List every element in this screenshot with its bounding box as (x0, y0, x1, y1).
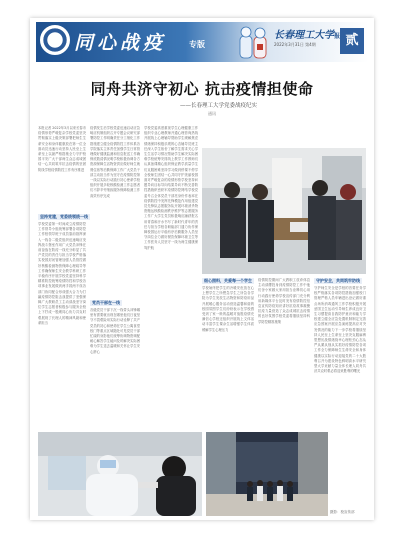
article-text-column-5: 疫情防控期间广大教职工放弃休息主动请缨投身到疫情防控工作中他们舍小家顾大家用担当诠释初心用行动践行使命学校宣传部门充分利用新媒体平台及时发布疫情防控信息宣传防疫知识讲好抗疫故事凝聚抗疫力量营造了众志成城抗击疫情的良好氛围学校党委将继续坚持科学防控精准施策 (258, 278, 310, 324)
article-text-column-2b: 各级党员干部下沉一线带头冲锋哪里有需要就出现在哪里他们日夜坚守不畏艰险用实际行动诠释了共产党员的初心和使命在学生公寓食堂校门等重点区域随处可见党员干部忙碌的身影他们统筹协调物资调配耐心解答学生疑问及时解决实际困难为学生送去温暖和关怀让学生安心舒心 (90, 308, 140, 354)
section-title: 同心战疫 (74, 32, 167, 54)
article-text-column-1: 本报记者 2022年3月以来长春市疫情形势严峻复杂学校党委坚决贯彻落实上级决策部署把师生生命安全和身体健康放在第一位全面动员迅速行动坚持人民至上生命至上以最严格措施全力守护校园平安广大干部师生众志成城团结一心共同筑牢抗击疫情的坚固防线学校疫情防控工作有序推进 (38, 126, 86, 172)
university-seal-icon (40, 25, 70, 55)
masthead-banner (36, 22, 368, 62)
section-head-1: 坚持党建，党委统领统一线 (40, 214, 88, 219)
photo-caption: 摄影：校宣传部 (330, 510, 355, 514)
medical-workers-illustration (236, 24, 272, 60)
article-text-column-1b: 学校党委第一时间成立疫情防控工作领导小组统筹部署各项防控工作校领导班子成员靠前指挥深入一线各二级党组织迅速响应发挥战斗堡垒作用广大党员冲锋在前奋战在防疫一线充分彰显了共产党员的责任与担当学校严格落实校园封闭管理加强人员管控做好核酸检测物资保障心理疏导等工作确保师生安全教学科研工作平稳有序开展学校党委坚持科学精准防控统筹疫情防控和学校各项事业发展做到两手抓两不误各部门协同配合形成强大合力为打赢疫情防控阻击战提供了坚强保障广大教职员工主动请战坚守岗位学生志愿者积极参与服务全校上下拧成一股绳同心协力共克时艰展现了长理人的精神风貌和使命担当 (38, 222, 86, 325)
section-tag: 专版 (189, 40, 205, 49)
issue-meta: 2022年3月31日 第4期 (274, 42, 316, 47)
section-head-2: 党员干部在一线 (92, 300, 120, 305)
page-number-badge: 贰 (340, 28, 364, 54)
newspaper-name: 长春理工大学报 (274, 30, 341, 41)
volunteers-photo (202, 148, 366, 274)
article-subheadline: ——长春理工大学党委战疫纪实 (180, 103, 258, 109)
section-head-3: 细心照料，关爱每一个学生 (204, 278, 252, 283)
article-byline: 通讯 (208, 111, 216, 116)
article-text-column-6: 守护师生安全是学校的首要任务学校严格落实各项防控措施加强校门管理严格人员车辆进出登记做好重点场所消毒通风工作学校积极开展爱国卫生运动引导师生养成良好卫生习惯提高自我防护意识和能力学校建立健全应急处置机制制定完善应急预案开展应急演练提高应对突发情况的能力下一步学校将继续坚持人民至上生命至上坚决克服麻痹思想厌战情绪侥幸心理松劲心态从严从紧从细从实抓好疫情防控各项工作全力保障师生生命安全和身体健康以实际行动迎接党的二十大胜利召开为建设特色鲜明高水平研究型大学贡献力量全体长理人同舟共济共克时艰必将迎来胜利的曙光 (314, 286, 366, 374)
article-text-column-3: 学校党委高度重视学生心理健康工作组织专业心理教师开通心理咨询热线开展线上心理辅导帮助学生缓解焦虑情绪保持积极乐观的心态辅导员班主任深入学生宿舍了解学生需求关心学生生活学习情况帮助学生解决实际困难学校统筹安排线上教学工作教师们认真备课精心组织保证教学质量学生们克服困难坚持学习做到停课不停学全校师生团结一心共同守护美丽校园面对严峻复杂的疫情形势学校坚持问题导向目标导向结果导向不断完善防控措施织密织牢疫情防控网络学校党委号召全体党员干部亮身份作表率在疫情防控中发挥先锋模范作用组建党员先锋队志愿服务队开展环境消杀物资搬运核酸检测秩序维护等志愿服务工作广大学生党员积极响应踊跃报名用青春和汗水书写了新时代青年的责任与担当学校各职能部门通力协作保障校园运行平稳有序后勤服务人员坚守岗位全力做好餐饮保障环境卫生等工作医务人员坚守一线为师生健康保驾护航 (144, 126, 198, 250)
section-head-4: 守护安全，共同筑牢防线 (316, 278, 360, 283)
article-text-column-4: 学校始终把学生的冷暖安危放在心上想学生之所想急学生之所急各学院为学生发放生活物资和防疫用品开展暖心服务活动营造温馨和谐的校园氛围学生们纷纷表示在学校感受到了家一般的温暖对战胜疫情充满信心学校还组织开展线上文体活动丰富学生课余生活增强学生体质缓解学生心理压力 (202, 286, 254, 332)
night-volunteers-photo (206, 432, 328, 516)
nucleic-test-photo (38, 432, 202, 516)
article-headline: 同舟共济守初心 抗击疫情担使命 (90, 80, 314, 98)
article-text-column-2: 疫情发生后学校党委迅速启动应急响应机制组织召开专题会议研究部署防控工作明确责任分工细化工作措施建立健全疫情防控工作体系各学院落实主体责任加强学生日常管理做好健康监测和信息报送工作确保底数清情况明学校积极协调各方资源保障生活物资供应做好师生就餐住宿等后勤保障工作广大党员干部主动担当作为坚守在疫情防控第一线以实际行动践行初心使命学校组织开展多轮核酸检测工作志愿者们不辞辛劳细致服务保障检测工作高效有序完成 (90, 126, 140, 198)
newspaper-page (30, 18, 374, 520)
